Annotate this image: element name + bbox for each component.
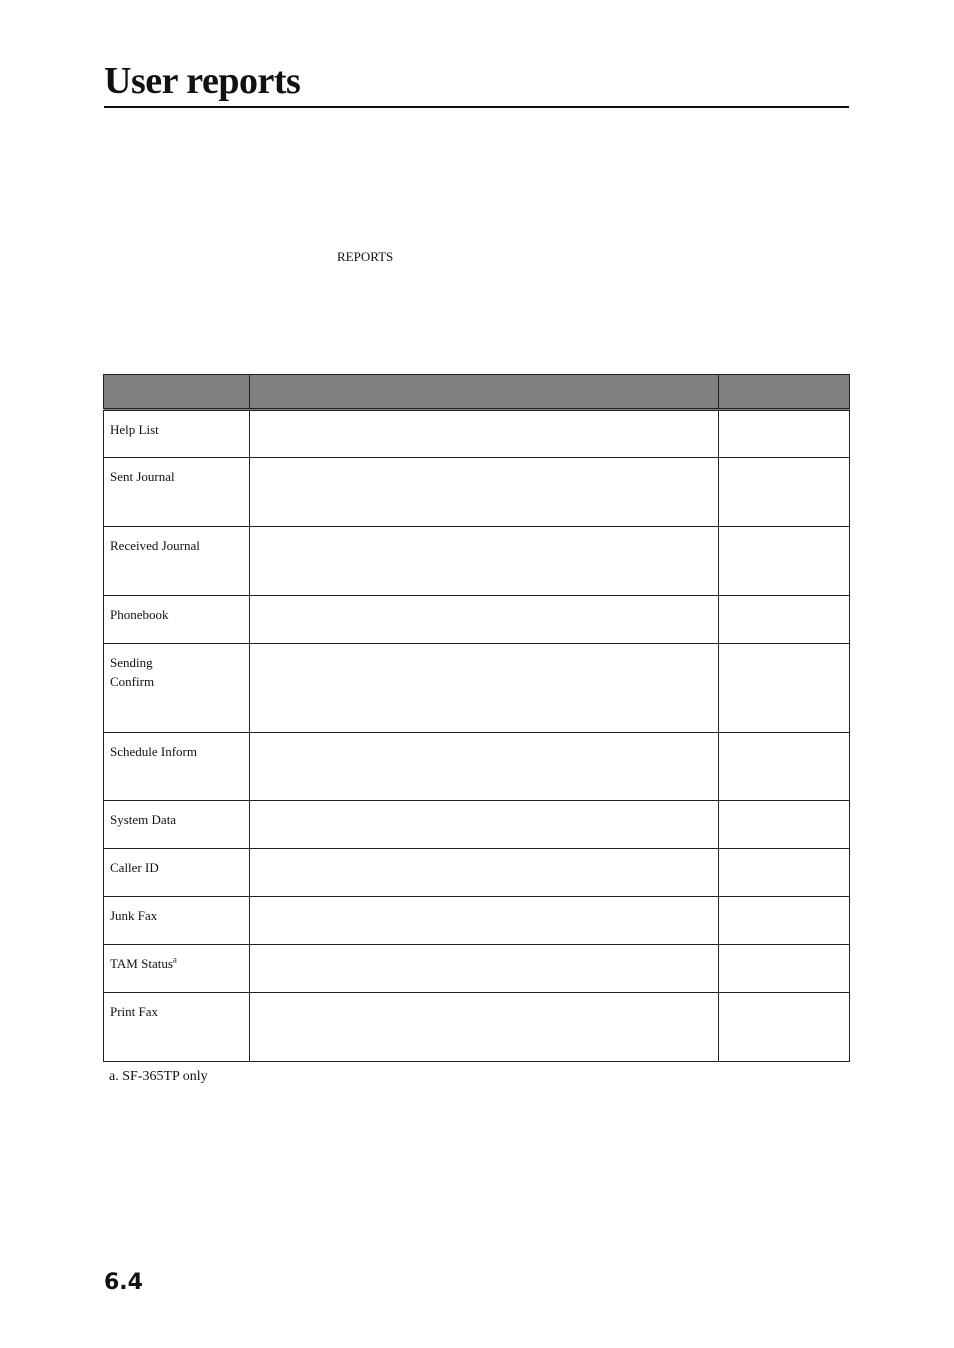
- report-name-cell: [104, 458, 250, 527]
- page-number: 6.4: [104, 1270, 143, 1295]
- page-title: User reports: [104, 60, 301, 102]
- report-description-cell: [250, 410, 719, 458]
- report-description-cell: [250, 945, 719, 993]
- header-cell-extra: [719, 375, 850, 410]
- report-extra-cell: [719, 897, 850, 945]
- report-name: Received Journal: [110, 538, 200, 553]
- header-cell-report: [104, 375, 250, 410]
- report-description-cell: [250, 897, 719, 945]
- reports-table: [103, 374, 850, 1062]
- report-name: Sent Journal: [110, 469, 175, 484]
- menu-label: REPORTS: [337, 249, 394, 264]
- table-row: [104, 849, 850, 897]
- report-name-cell: [104, 849, 250, 897]
- table-row: [104, 993, 850, 1062]
- table-row: [104, 596, 850, 644]
- footnote-mark: a: [172, 954, 177, 965]
- table-row: [104, 801, 850, 849]
- title-rule: [104, 106, 849, 108]
- report-name: Sending Confirm: [110, 655, 155, 689]
- report-name-cell: [104, 993, 250, 1062]
- table-header-row: [104, 375, 850, 410]
- report-name-cell: [104, 527, 250, 596]
- report-name: System Data: [110, 812, 177, 827]
- report-description-cell: [250, 527, 719, 596]
- report-description-cell: [250, 596, 719, 644]
- report-name: Phonebook: [110, 607, 169, 622]
- report-name: Caller ID: [110, 860, 159, 875]
- report-description-cell: [250, 458, 719, 527]
- report-name-cell: [104, 596, 250, 644]
- report-extra-cell: [719, 644, 850, 733]
- table-footnote: a. SF-365TP only: [109, 1069, 208, 1084]
- table-row: [104, 733, 850, 801]
- report-name-cell: [104, 644, 250, 733]
- report-extra-cell: [719, 993, 850, 1062]
- report-name: Help List: [110, 422, 159, 437]
- report-extra-cell: [719, 945, 850, 993]
- report-extra-cell: [719, 801, 850, 849]
- table-row: [104, 458, 850, 527]
- report-name: TAM Status: [110, 956, 173, 971]
- table-row: [104, 410, 850, 458]
- report-name-cell: [104, 801, 250, 849]
- report-extra-cell: [719, 458, 850, 527]
- report-name-cell: [104, 897, 250, 945]
- report-name: Junk Fax: [110, 908, 158, 923]
- report-name-cell: [104, 410, 250, 458]
- report-name-cell: [104, 733, 250, 801]
- report-description-cell: [250, 644, 719, 733]
- report-name: Print Fax: [110, 1004, 159, 1019]
- report-description-cell: [250, 801, 719, 849]
- report-name: Schedule Inform: [110, 744, 198, 759]
- table-row: [104, 527, 850, 596]
- table-row: [104, 945, 850, 993]
- report-name-cell: [104, 945, 250, 993]
- report-extra-cell: [719, 733, 850, 801]
- report-description-cell: [250, 733, 719, 801]
- table-row: [104, 897, 850, 945]
- report-extra-cell: [719, 410, 850, 458]
- header-cell-description: [250, 375, 719, 410]
- report-extra-cell: [719, 596, 850, 644]
- report-extra-cell: [719, 527, 850, 596]
- table-row: [104, 644, 850, 733]
- report-description-cell: [250, 993, 719, 1062]
- report-description-cell: [250, 849, 719, 897]
- report-extra-cell: [719, 849, 850, 897]
